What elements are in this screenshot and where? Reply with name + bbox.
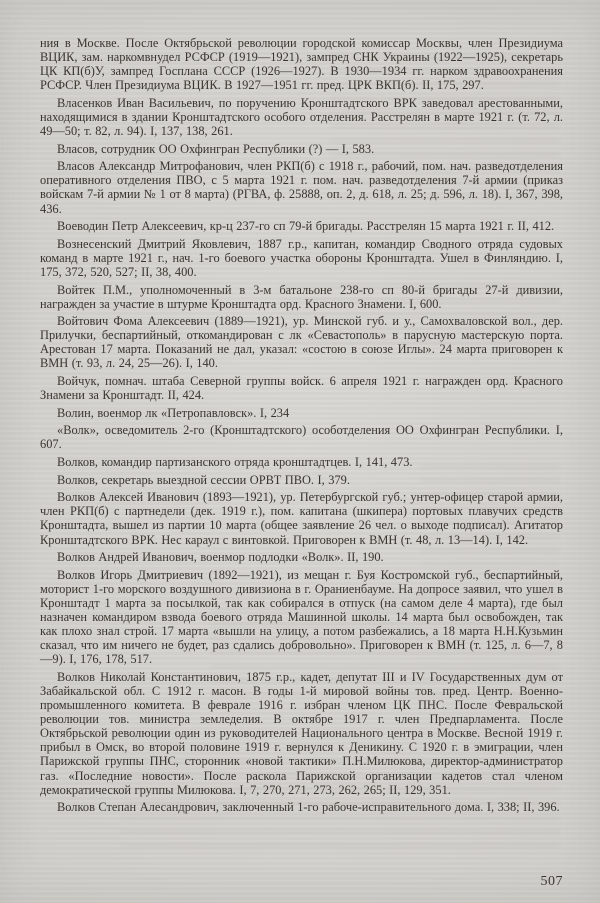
continuation-paragraph: ния в Москве. После Октябрьской революции городской комиссар Москвы, член Президиума ВЦИК, зам. наркомвнудел РСФСР (1919—1921), зампред СНК Украины (1922—1925), секретарь ЦК КП(б)У, зампред Госплана СССР (1926—1927). В 1930—1934 гг. нарком здравоохранения РСФСР. Член Президиума ВЦИК. В 1927—1951 гг. пред. ЦРК ВКП(б). II, 175, 297.	[40, 36, 563, 93]
index-entry: Волин, военмор лк «Петропавловск». I, 234	[57, 405, 290, 420]
index-entry: Волков, командир партизанского отряда кронштадтцев. I, 141, 473.	[57, 455, 413, 470]
index-entry: Волков Николай Константинович, 1875 г.р., кадет, депутат III и IV Государственных дум от Забайкальской обл. С 1912 г. масон. В годы 1-й мировой войны тов. пред. Центр. Военно-промышленного комитета. В феврале 1916 г. избран членом ЦК ПНС. После Февральской революции тов. министра земледелия. В октябре 1917 г. член Предпарламента. После Октябрьской революции один из руководителей Национального центра в Москве. Весной 1919 г. прибыл в Омск, во второй половине 1919 г. вернулся к Деникину. С 1920 г. в эмиграции, член Парижской группы ПНС, сторонник «новой тактики» П.Н.Милюкова, директор-администратор газ. «Последние новости». После раскола Парижской организации кадетов стал членом демократической группы Милюкова. I, 7, 270, 271, 273, 262, 265; II, 129, 351.	[40, 669, 563, 797]
index-entry: Власов, сотрудник ОО Охфингран Республики (?) — I, 583.	[57, 141, 375, 156]
index-entry: Власов Александр Митрофанович, член РКП(б) с 1918 г., рабочий, пом. нач. разведотделения оперативного отделения ПВО, с 5 марта 1921 г. пом. нач. разведотделения 7-й армии (приказ войскам 7-й армии № 1 от 8 марта) (РГВА, ф. 25888, оп. 2, д. 618, л. 25; д. 596, л. 18). I, 367, 398, 436.	[40, 159, 563, 216]
index-entry: Волков Степан Алесандрович, заключенный 1-го рабоче-исправительного дома. I, 338; II, 396.	[57, 800, 560, 815]
index-entry: Войтович Фома Алексеевич (1889—1921), ур. Минской губ. и у., Самохваловской вол., дер. Прилучки, беспартийный, откомандирован с лк «Севастополь» в парусную мастерскую порта. Арестован 17 марта. Показаний не дал, указал: «состою в союзе Иглы». 24 марта приговорен к ВМН (т. 93, л. 24, 25—26). I, 140.	[40, 314, 563, 371]
index-entry: Власенков Иван Васильевич, по поручению Кронштадтского ВРК заведовал арестованными, находящимися в здании Кронштадтского особого отделения. Расстрелян в марте 1921 г. (т. 72, л. 49—50; т. 82, л. 94). I, 137, 138, 261.	[40, 95, 563, 139]
index-entry: «Волк», осведомитель 2-го (Кронштадтского) особотделения ОО Охфингран Республики. I, 607.	[40, 423, 563, 452]
index-entry: Войтек П.М., уполномоченный в 3-м батальоне 238-го сп 80-й бригады 27-й дивизии, награжден за участие в штурме Кронштадта орд. Красного Знамени. I, 600.	[40, 282, 563, 311]
index-entry: Волков Андрей Иванович, военмор подлодки «Волк». II, 190.	[57, 550, 384, 565]
index-entry: Вознесенский Дмитрий Яковлевич, 1887 г.р., капитан, командир Сводного отряда судовых команд в марте 1921 г., нач. 1-го боевого участка обороны Кронштадта. Ушел в Финляндию. I, 175, 372, 520, 527; II, 38, 400.	[40, 236, 563, 279]
index-entry: Волков Алексей Иванович (1893—1921), ур. Петербургской губ.; унтер-офицер старой армии, член РКП(б) с партнедели (дек. 1919 г.), пом. капитана (шкипера) портовых плавучих средств Кронштадта, вышел из партии 10 марта (общее заявление 26 чел. о выходе подписал). Агитатор Кронштадтского ВРК. Нес караул с винтовкой. Приговорен к ВМН (т. 48, л. 13—14). I, 142.	[40, 490, 563, 547]
page-number: 507	[540, 874, 563, 889]
index-entry: Войчук, помнач. штаба Северной группы войск. 6 апреля 1921 г. награжден орд. Красного Знамени за Кронштадт. II, 424.	[40, 374, 563, 403]
index-entry: Волков, секретарь выездной сессии ОРВТ ПВО. I, 379.	[57, 472, 350, 487]
index-entry: Воеводин Петр Алексеевич, кр-ц 237-го сп 79-й бригады. Расстрелян 15 марта 1921 г. II, 412.	[57, 219, 555, 234]
index-entry: Волков Игорь Дмитриевич (1892—1921), из мещан г. Буя Костромской губ., беспартийный, моторист 1-го морского воздушного дивизиона в г. Ораниенбауме. На допросе заявил, что ушел в Кронштадт 1 марта за посылкой, так как собирался в отпуск (на самом деле 4 марта), где был назначен командиром взвода боевого отряда Машинной школы. 14 марта был освобожден, так как плохо знал строй. 17 марта «вышли на улицу, а потом разбежались, а 18 марта Н.Н.Кузьмин сказал, что им ничего не будет, раз сдались добровольно». Приговорен к ВМН (т. 125, л. 6—7, 8—9). I, 176, 178, 517.	[40, 567, 563, 667]
